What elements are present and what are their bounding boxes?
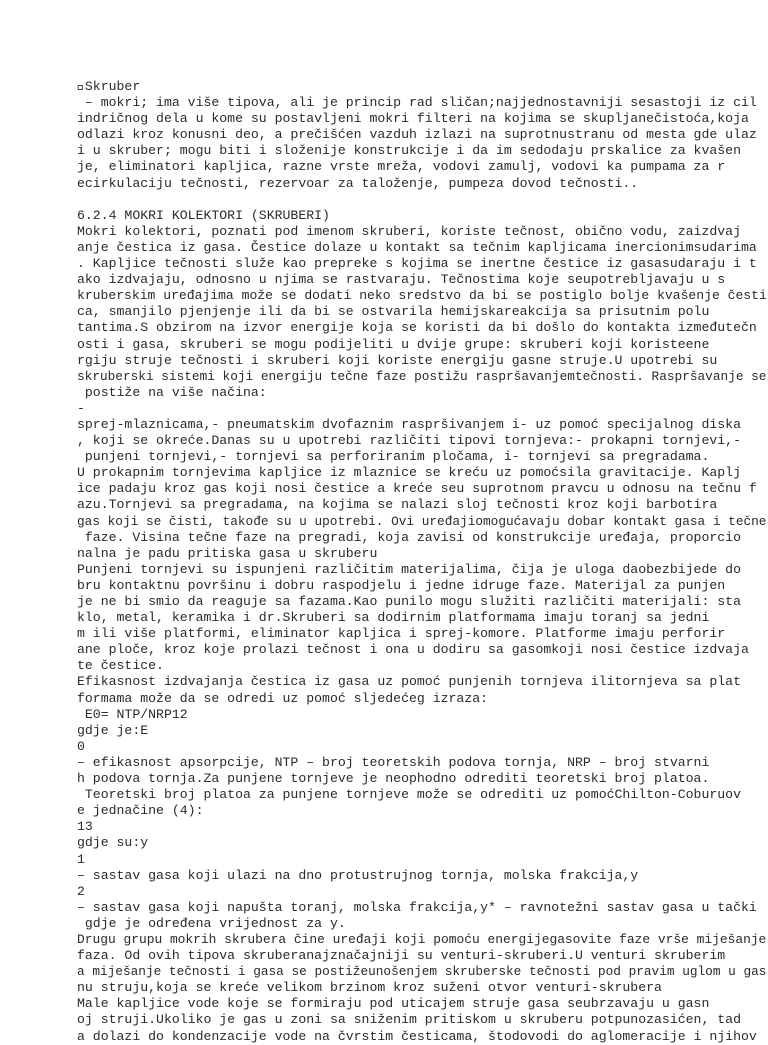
text-line: ice padaju kroz gas koji nosi čestice a kreće seu suprotnom pravcu u odnosu na tečnu f bbox=[77, 481, 757, 497]
text-line: Skruber bbox=[77, 79, 141, 94]
text-line: a dolazi do kondenzacije vode na čvrstim česticama, štodovodi do aglomeracije i njihov bbox=[77, 1028, 757, 1044]
text-line: – sastav gasa koji napušta toranj, molska frakcija,y* – ravnotežni sastav gasa u tački bbox=[77, 899, 757, 915]
text-line: 13 bbox=[77, 819, 93, 835]
text-line: – efikasnost apsorpcije, NTP – broj teoretskih podova tornja, NRP – broj stvarni bbox=[77, 754, 710, 770]
text-line: je, eliminatori kapljica, razne vrste mreža, vodovi zamulj, vodovi ka pumpama za r bbox=[77, 159, 726, 175]
text-line: je ne bi smio da reaguje sa fazama.Kao punilo mogu služiti različiti materijali: sta bbox=[77, 594, 741, 609]
text-line: azu.Tornjevi sa pregradama, na kojima se nalazi sloj tečnosti kroz koji barbotira bbox=[77, 497, 718, 513]
text-line: . Kapljice tečnosti služe kao prepreke s kojima se inertne čestice iz gasasudaraju i t bbox=[77, 256, 757, 272]
text-line: skruberski sistemi koji energiju tečne faze postižu raspršavanjemtečnosti. Raspršavanje se bbox=[77, 368, 767, 384]
text-line: anje čestica iz gasa. Čestice dolaze u kontakt sa tečnim kapljicama inercionimsudarima bbox=[77, 239, 757, 255]
text-line: gas koji se čisti, takođe su u upotrebi. Ovi uređajiomogućavaju dobar kontakt gasa i tečne bbox=[77, 513, 767, 529]
document-text-block bbox=[77, 79, 767, 1045]
text-line: odlazi kroz konusni deo, a prečišćen vazduh izlazi na suprotnustranu od mesta gde ulaz bbox=[77, 127, 757, 143]
text-line: – sastav gasa koji ulazi na dno protustrujnog tornja, molska frakcija,y bbox=[77, 867, 639, 883]
text-line: formama može da se odredi uz pomoć sljedećeg izraza: bbox=[77, 690, 489, 706]
text-line: Mokri kolektori, poznati pod imenom skruberi, koriste tečnost, obično vodu, zaizdvaj bbox=[77, 223, 741, 239]
text-line: 6.2.4 MOKRI KOLEKTORI (SKRUBERI) bbox=[77, 207, 330, 223]
text-line: , koji se okreće.Danas su u upotrebi različiti tipovi tornjeva:- prokapni tornjevi,- bbox=[77, 433, 741, 449]
text-line: indričnog dela u kome su postavljeni mokri filteri na kojima se skupljanečistoća,koja bbox=[77, 111, 749, 127]
text-line: nu struju,koja se kreće velikom brzinom kroz suženi otvor venturi-skrubera bbox=[77, 980, 662, 996]
blank-line bbox=[77, 192, 767, 208]
text-line: ako izdvajaju, odnosno u njima se rastvaraju. Tečnostima koje seupotrebljavaju u s bbox=[77, 272, 726, 288]
text-line: m ili više platformi, eliminator kapljica i sprej-komore. Platforme imaju perforir bbox=[77, 626, 726, 642]
text-line: 1 bbox=[77, 851, 85, 867]
text-line: Teoretski broj platoa za punjene tornjeve može se odrediti uz pomoćChilton-Coburuov bbox=[77, 787, 741, 803]
text-line: gdje je određena vrijednost za y. bbox=[77, 915, 346, 931]
text-line: i u skruber; mogu biti i složenije konstrukcije i da im sedodaju prskalice za kvašen bbox=[77, 143, 741, 159]
text-line: punjeni tornjevi,- tornjevi sa perforiranim pločama, i- tornjevi sa pregradama. bbox=[77, 449, 710, 465]
text-line: tantima.S obzirom na izvor energije koja se koristi da bi došlo do kontakta izmeđutečn bbox=[77, 320, 757, 336]
text-line: oj struji.Ukoliko je gas u zoni sa sniženim pritiskom u skruberu potpunozasićen, tad bbox=[77, 1012, 741, 1028]
text-line: ca, smanjilo pjenjenje ili da bi se ostvarila hemijskareakcija sa prisutnim polu bbox=[77, 304, 710, 320]
text-line: ane ploče, kroz koje prolazi tečnost i ona u dodiru sa gasomkoji nosi čestice izdvaja bbox=[77, 642, 749, 658]
text-line: a miješanje tečnosti i gasa se postižeunošenjem skruberske tečnosti pod pravim uglom u gas bbox=[77, 964, 767, 980]
text-line: bru kontaktnu površinu i dobru raspodjelu i jedne idruge faze. Materijal za punjen bbox=[77, 577, 726, 593]
text-line: nalna je padu pritiska gasa u skruberu bbox=[77, 545, 378, 561]
text-line: faza. Od ovih tipova skruberanajznačajniji su venturi-skruberi.U venturi skruberim bbox=[77, 948, 726, 964]
text-line: h podova tornja.Za punjene tornjeve je neophodno odrediti teoretski broj platoa. bbox=[77, 771, 710, 787]
text-line: - bbox=[77, 400, 85, 416]
text-line: 0 bbox=[77, 738, 85, 754]
text-line: gdje je:E bbox=[77, 722, 149, 738]
text-line: rgiju struje tečnosti i skruberi koji koriste energiju gasne struje.U upotrebi su bbox=[77, 352, 718, 368]
text-line: ecirkulaciju tečnosti, rezervoar za taloženje, pumpeza dovod tečnosti.. bbox=[77, 175, 639, 191]
text-line: 2 bbox=[77, 883, 85, 899]
text-line: gdje su:y bbox=[77, 835, 149, 851]
text-line: sprej-mlaznicama,- pneumatskim dvofaznim raspršivanjem i- uz pomoć specijalnog diska bbox=[77, 416, 741, 432]
text-line: postiže na više načina: bbox=[77, 384, 267, 400]
text-line: U prokapnim tornjevima kapljice iz mlaznice se kreću uz pomoćsila gravitacije. Kaplj bbox=[77, 465, 741, 481]
text-line: Punjeni tornjevi su ispunjeni različitim materijalima, čija je uloga daobezbijede do bbox=[77, 561, 741, 577]
text-line: Drugu grupu mokrih skrubera čine uređaji koji pomoću energijegasovite faze vrše miješanje bbox=[77, 931, 767, 947]
text-line: e jednačine (4): bbox=[77, 803, 204, 819]
text-line: kruberskim uređajima može se dodati neko sredstvo da bi se postiglo bolje kvašenje česti bbox=[77, 288, 767, 304]
text-line: faze. Visina tečne faze na pregradi, koja zavisi od konstrukcije uređaja, proporcio bbox=[77, 529, 741, 545]
text-line: Male kapljice vode koje se formiraju pod uticajem struje gasa seubrzavaju u gasn bbox=[77, 996, 710, 1012]
text-line: klo, metal, keramika i dr.Skruberi sa dodirnim platformama imaju toranj sa jedni bbox=[77, 610, 710, 626]
text-line: osti i gasa, skruberi se mogu podijeliti u dvije grupe: skruberi koji koristeene bbox=[77, 336, 710, 352]
text-line: – mokri; ima više tipova, ali je princip rad sličan;najjednostavniji sesastoji iz cil bbox=[77, 95, 757, 111]
text-line: Efikasnost izdvajanja čestica iz gasa uz pomoć punjenih tornjeva ilitornjeva sa plat bbox=[77, 674, 741, 690]
text-line: te čestice. bbox=[77, 658, 164, 674]
text-line: E0= NTP/NRP12 bbox=[77, 706, 188, 722]
